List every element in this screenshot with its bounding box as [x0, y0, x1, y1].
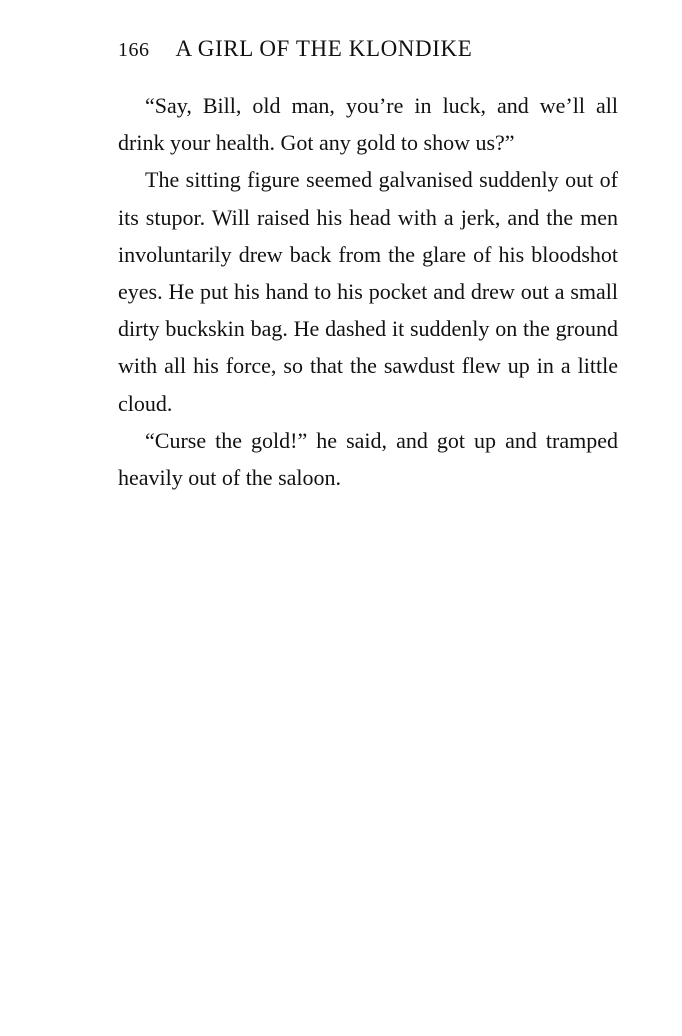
- paragraph-dialogue: “Say, Bill, old man, you’re in luck, and we’ll all drink your health. Got any gold to show us?”: [118, 93, 618, 156]
- paragraph-closing: “Curse the gold!” he said, and got up and tramped heavily out of the saloon.: [118, 427, 618, 491]
- paragraph-narration: The sitting figure seemed galvanised suddenly out of its stupor. Will raised his head with a jerk, and the men involuntarily drew back from the glare of his bloodshot eyes. He put his hand to his pocket and drew out a small dirty buckskin bag. He dashed it suddenly on the ground with all his force, so that the sawdust flew up in a little cloud.: [118, 167, 618, 416]
- running-title: A GIRL OF THE KLONDIKE: [175, 36, 473, 61]
- book-page: [118, 36, 618, 496]
- running-head: [118, 36, 618, 76]
- page-number: 166: [118, 39, 150, 61]
- body-text: [118, 87, 618, 496]
